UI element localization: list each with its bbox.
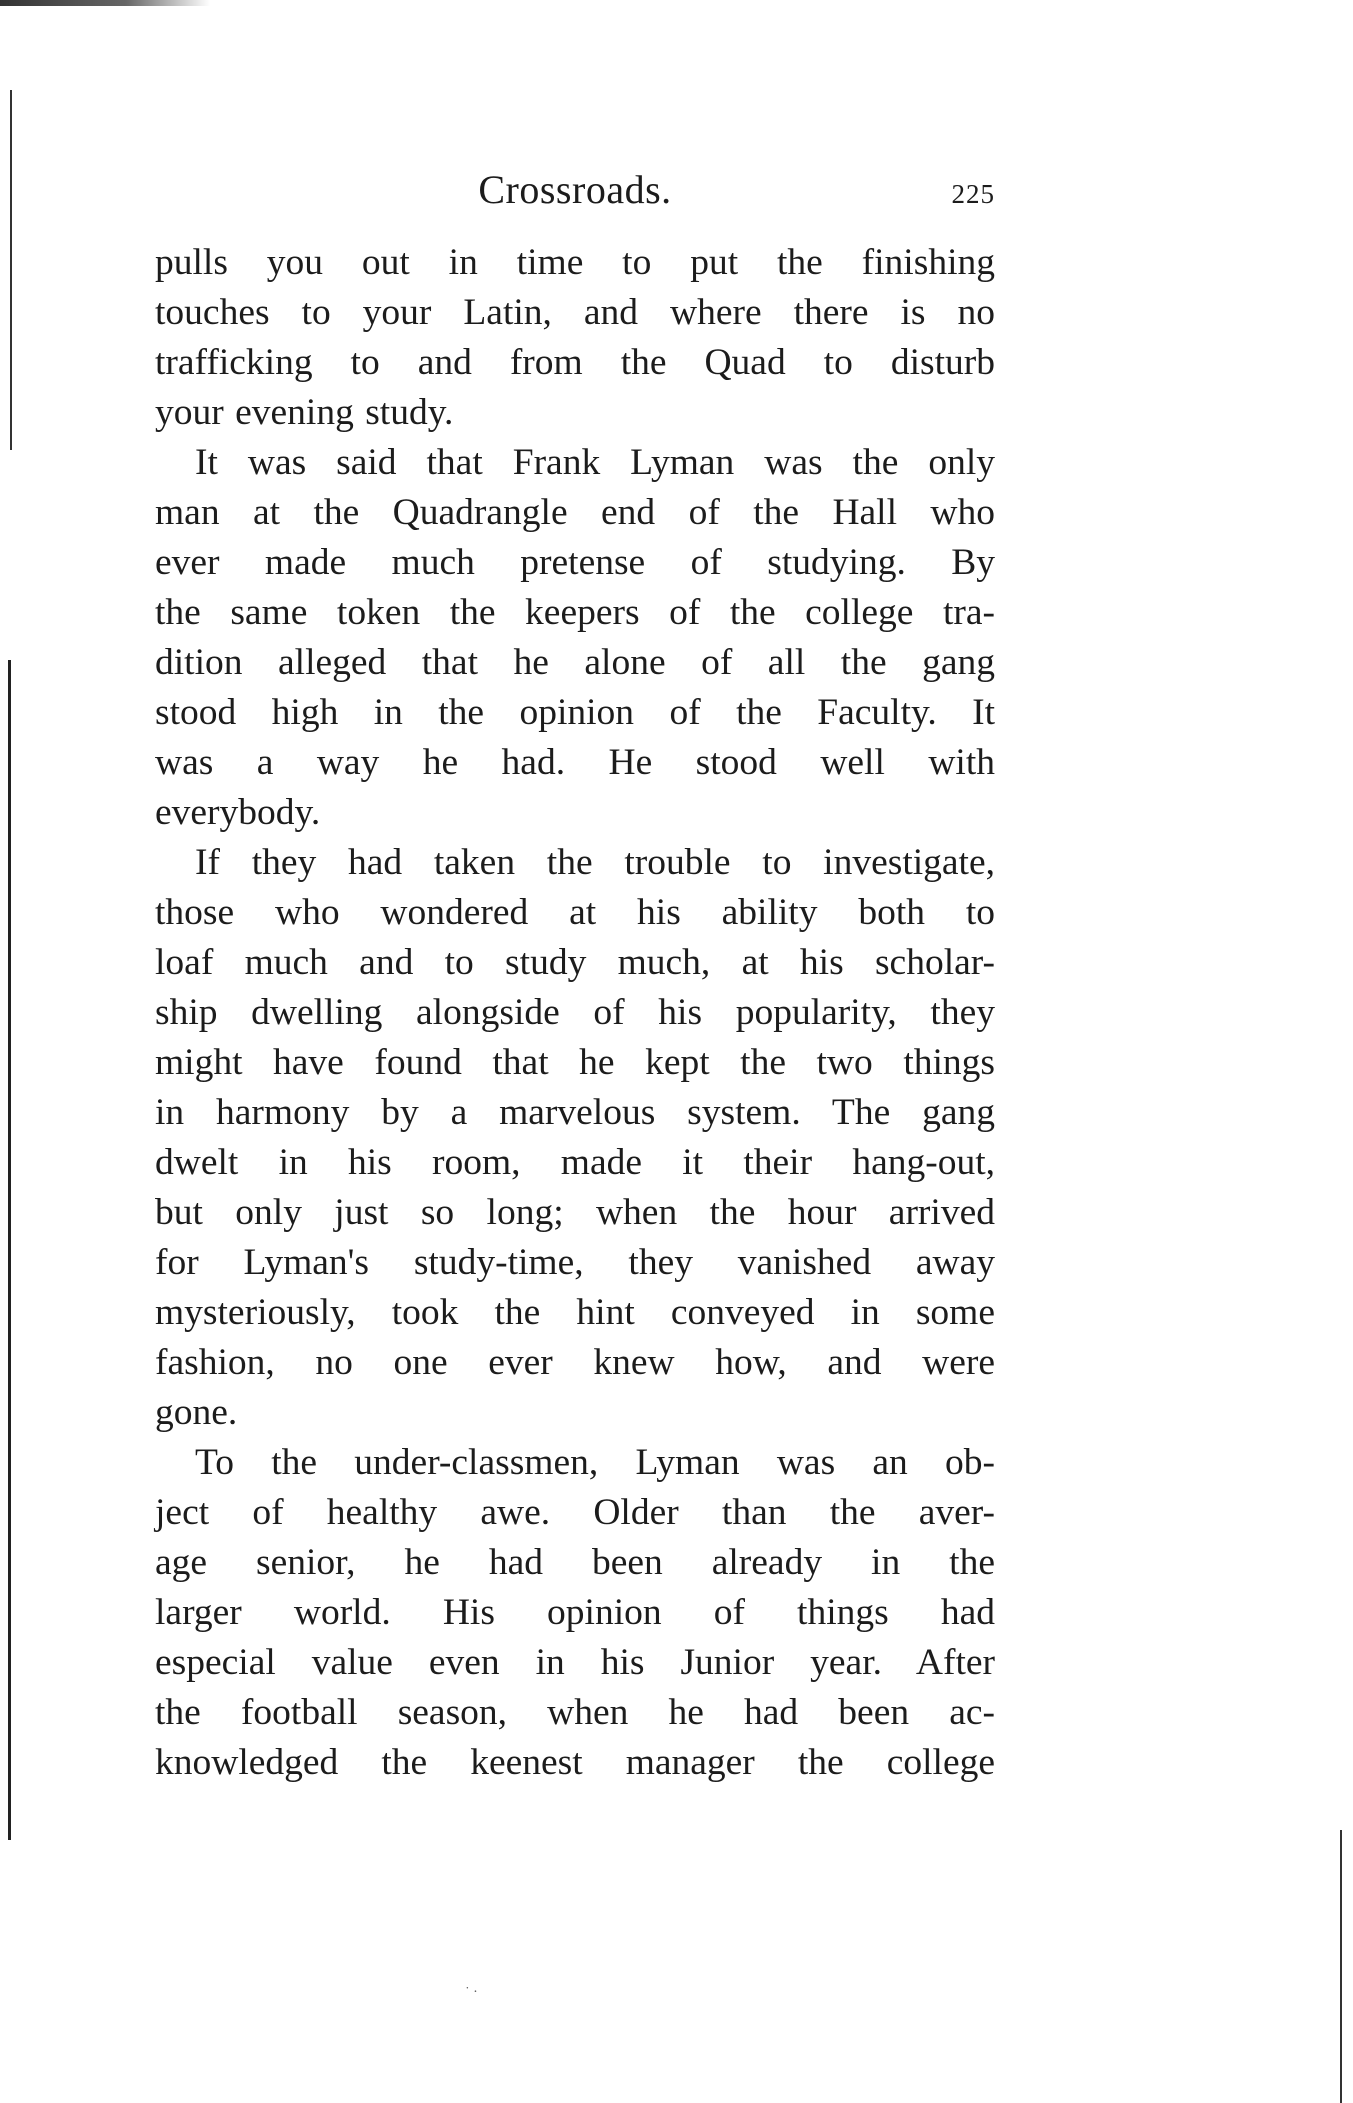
scan-edge-left <box>8 660 11 1840</box>
text-line: ship dwelling alongside of his popularity, they <box>155 992 995 1033</box>
body-text <box>155 238 995 1788</box>
text-line: To the under-classmen, Lyman was an ob- <box>195 1442 995 1483</box>
page-number: 225 <box>951 179 995 209</box>
text-line: trafficking to and from the Quad to disturb <box>155 342 995 383</box>
text-line: ever made much pretense of studying. By <box>155 542 995 583</box>
text-line: larger world. His opinion of things had <box>155 1592 995 1633</box>
text-line: knowledged the keenest manager the college <box>155 1742 995 1783</box>
text-line: pulls you out in time to put the finishing <box>155 242 995 283</box>
text-line: especial value even in his Junior year. After <box>155 1642 995 1683</box>
scan-edge-left-upper <box>10 90 12 450</box>
text-line: fashion, no one ever knew how, and were <box>155 1342 995 1383</box>
text-line: loaf much and to study much, at his scholar- <box>155 942 995 983</box>
running-head: Crossroads. <box>478 167 672 212</box>
text-line: touches to your Latin, and where there is no <box>155 292 995 333</box>
text-line: might have found that he kept the two things <box>155 1042 995 1083</box>
text-line: If they had taken the trouble to investigate, <box>195 842 995 883</box>
text-line: your evening study. <box>155 392 454 433</box>
text-line: dwelt in his room, made it their hang-out, <box>155 1142 995 1183</box>
text-line: in harmony by a marvelous system. The gang <box>155 1092 995 1133</box>
text-line: but only just so long; when the hour arrived <box>155 1192 995 1233</box>
page-header <box>155 160 995 220</box>
text-line: It was said that Frank Lyman was the only <box>195 442 995 483</box>
text-line: stood high in the opinion of the Faculty. It <box>155 692 995 733</box>
text-line: those who wondered at his ability both to <box>155 892 995 933</box>
text-line: mysteriously, took the hint conveyed in some <box>155 1292 995 1333</box>
text-line: the same token the keepers of the college tra- <box>155 592 995 633</box>
text-line: man at the Quadrangle end of the Hall who <box>155 492 995 533</box>
text-line: for Lyman's study-time, they vanished away <box>155 1242 995 1283</box>
text-line: the football season, when he had been ac- <box>155 1692 995 1733</box>
text-line: was a way he had. He stood well with <box>155 742 995 783</box>
text-line: age senior, he had been already in the <box>155 1542 995 1583</box>
scan-edge-top <box>0 0 210 6</box>
text-line: ject of healthy awe. Older than the aver- <box>155 1492 995 1533</box>
text-line: dition alleged that he alone of all the gang <box>155 642 995 683</box>
scan-specks: ˙ · <box>465 1985 478 2000</box>
text-line: gone. <box>155 1392 238 1433</box>
scan-edge-right <box>1340 1830 1342 2103</box>
text-line: everybody. <box>155 792 321 833</box>
